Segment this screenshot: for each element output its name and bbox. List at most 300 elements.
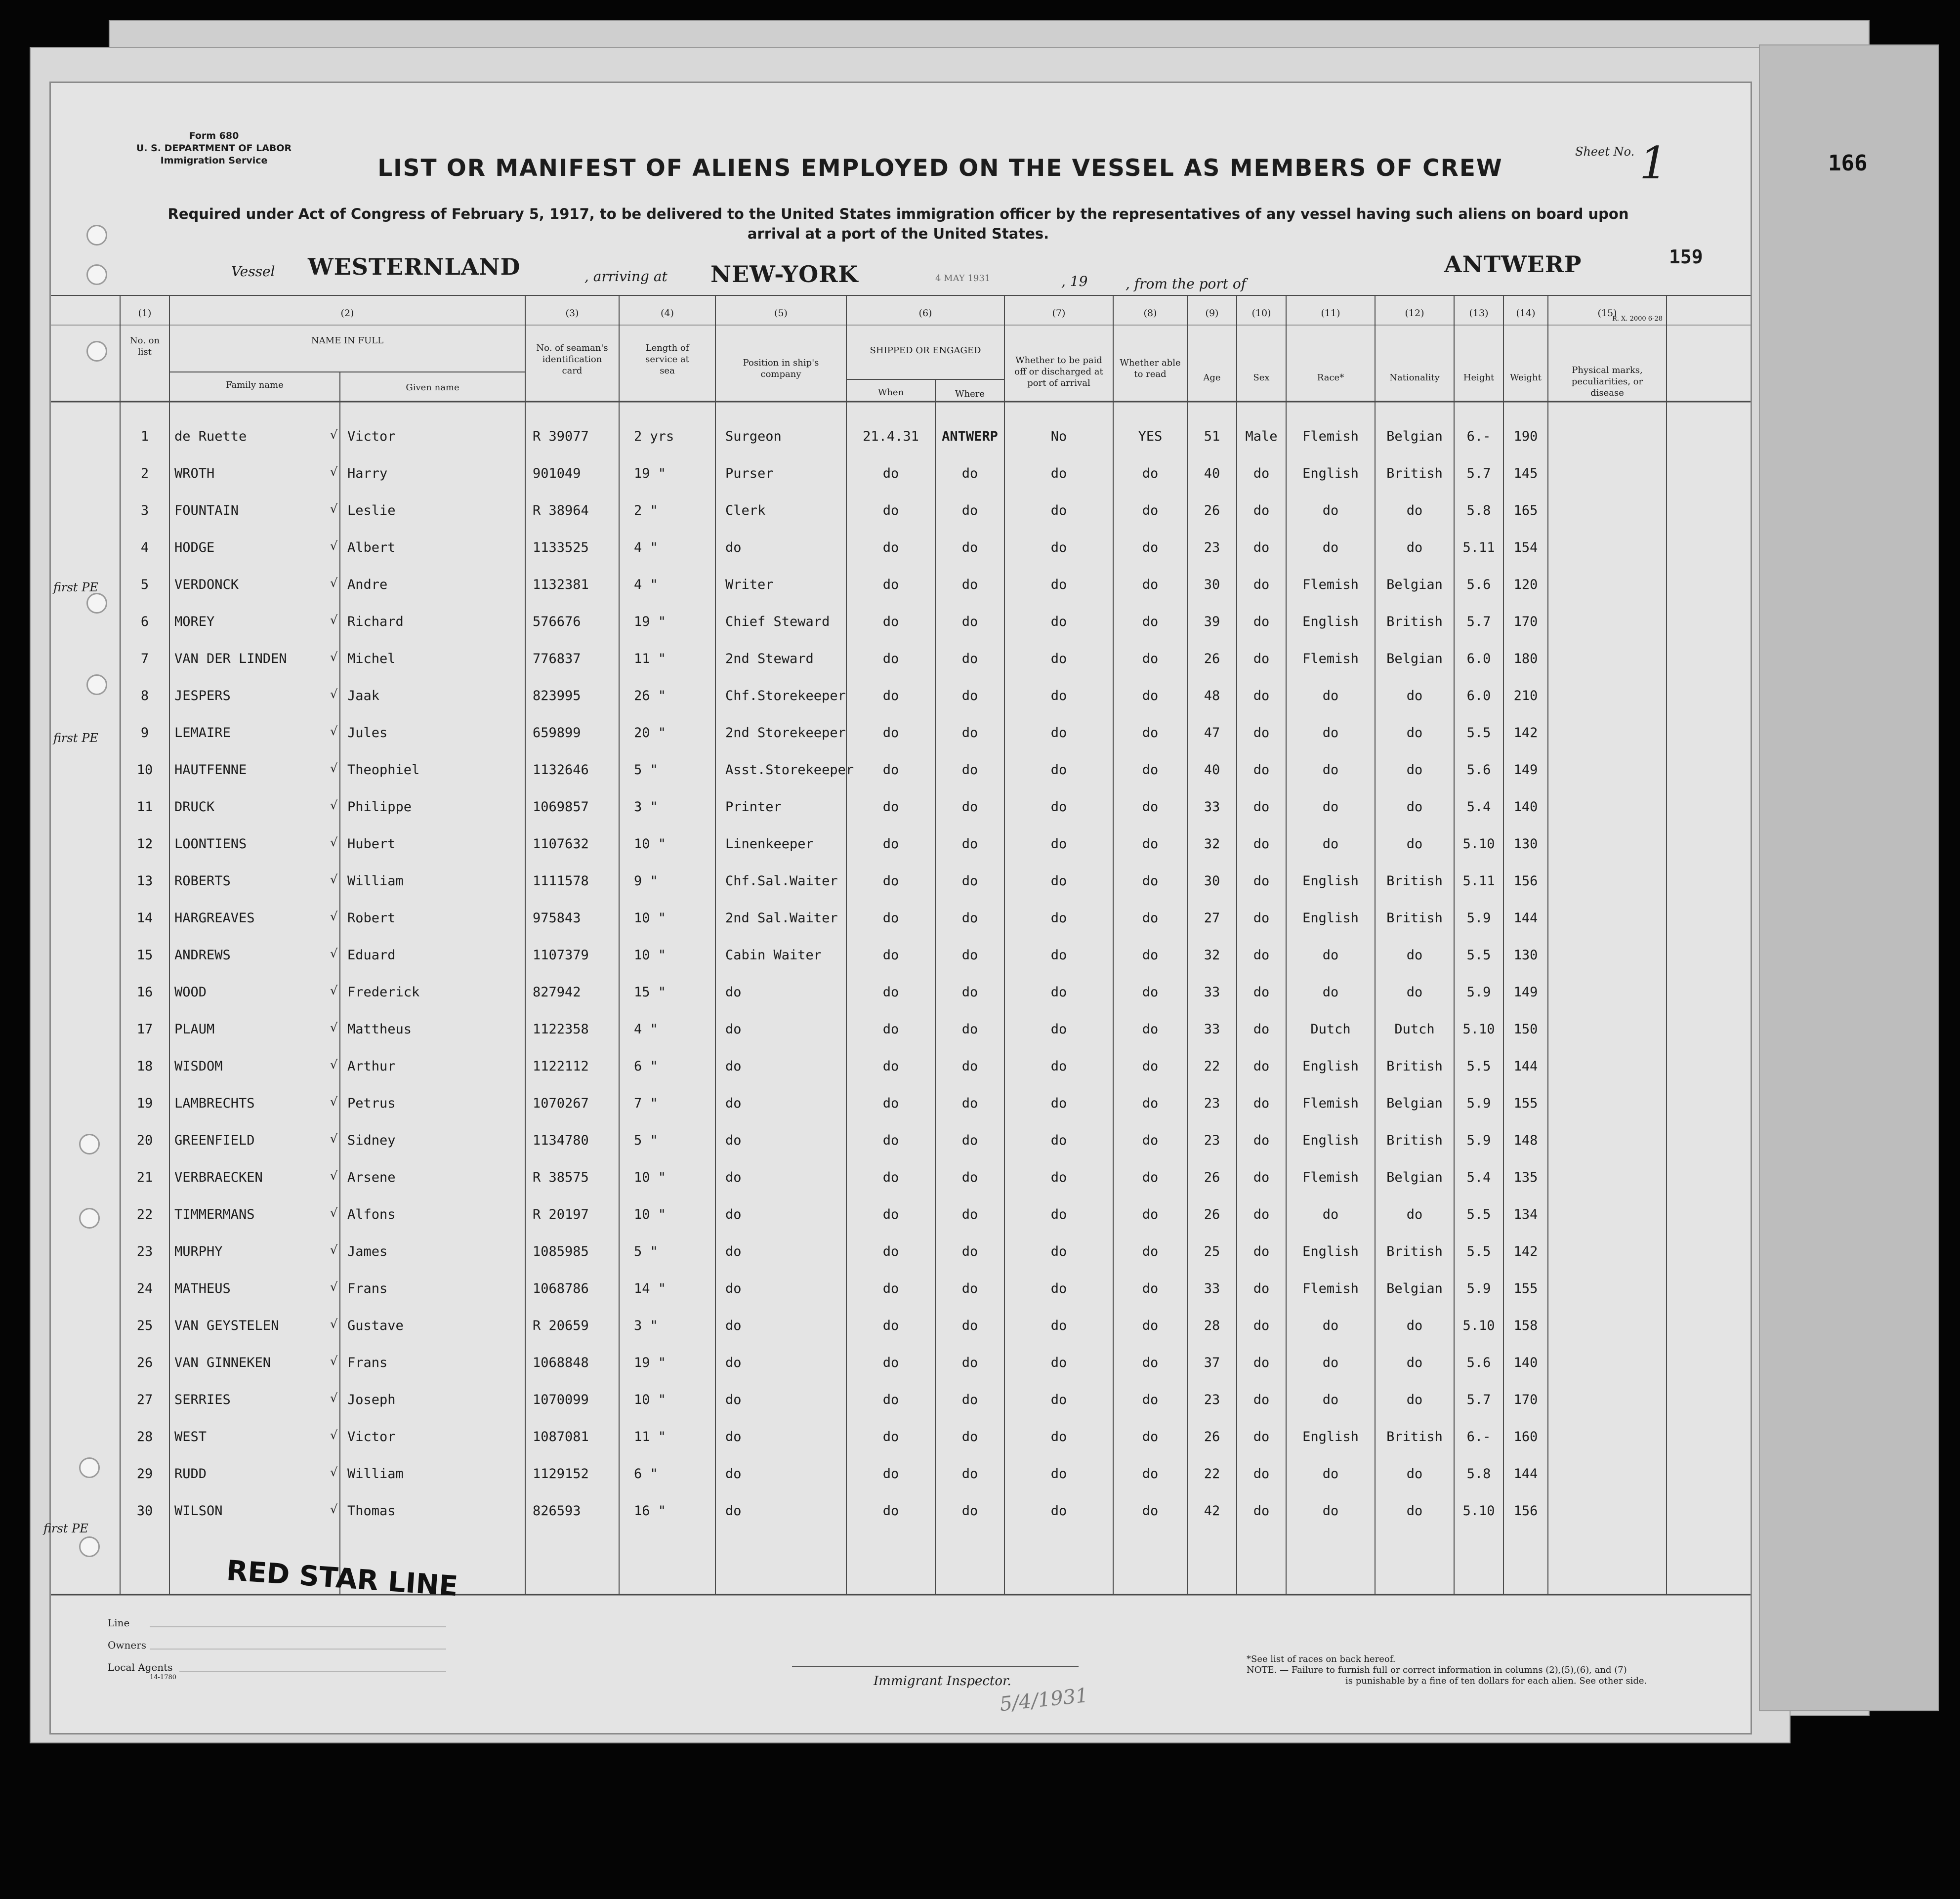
cell-sex: do: [1253, 1318, 1270, 1333]
cell-weight: 155: [1513, 1281, 1538, 1296]
cell-family: WROTH: [174, 466, 215, 481]
cell-card: 1132646: [533, 762, 589, 778]
date-stamp: 4 MAY 1931: [935, 273, 991, 284]
department-name: U. S. DEPARTMENT OF LABOR: [136, 143, 292, 154]
cell-when: do: [882, 466, 899, 481]
cell-given: William: [347, 1466, 404, 1482]
cell-given: Sidney: [347, 1133, 396, 1148]
cell-no: 13: [136, 873, 153, 889]
header-race: Race*: [1317, 372, 1344, 383]
cell-read: do: [1142, 1429, 1159, 1445]
cell-given: Richard: [347, 614, 404, 629]
cell-where: do: [961, 948, 978, 963]
page-number-right: 166: [1828, 151, 1868, 176]
cell-nat: do: [1406, 1355, 1423, 1370]
cell-read: do: [1142, 688, 1159, 703]
cell-sex: do: [1253, 466, 1270, 481]
cell-where: do: [961, 1022, 978, 1037]
cell-read: do: [1142, 762, 1159, 778]
cell-weight: 156: [1513, 1503, 1538, 1519]
cell-no: 20: [136, 1133, 153, 1148]
cell-position: Surgeon: [725, 429, 782, 444]
col-num-1: (1): [138, 308, 152, 319]
cell-position: do: [725, 1207, 742, 1222]
page-title: LIST OR MANIFEST OF ALIENS EMPLOYED ON THE VESSEL AS MEMBERS OF CREW: [377, 155, 1503, 182]
cell-where: do: [961, 503, 978, 518]
cell-where: do: [961, 836, 978, 852]
col-num-5: (5): [774, 308, 788, 319]
cell-read: do: [1142, 985, 1159, 1000]
cell-nat: Belgian: [1386, 429, 1443, 444]
cell-given: Gustave: [347, 1318, 404, 1333]
cell-card: 1068848: [533, 1355, 589, 1370]
cell-paid: do: [1050, 1133, 1067, 1148]
cell-no: 15: [136, 948, 153, 963]
cell-nat: Belgian: [1386, 1281, 1443, 1296]
cell-nat: Belgian: [1386, 1170, 1443, 1185]
cell-family: JESPERS: [174, 688, 231, 703]
cell-where: do: [961, 651, 978, 666]
cell-position: Asst.Storekeeper: [725, 762, 854, 778]
cell-age: 37: [1204, 1355, 1220, 1370]
cell-race: English: [1302, 614, 1359, 629]
checkmark-icon: √: [330, 798, 338, 812]
cell-position: do: [725, 1244, 742, 1259]
cell-height: 5.7: [1466, 614, 1491, 629]
cell-card: 901049: [533, 466, 581, 481]
cell-no: 22: [136, 1207, 153, 1222]
header-age: Age: [1203, 372, 1221, 383]
cell-family: HARGREAVES: [174, 910, 255, 926]
cell-nat: Dutch: [1394, 1022, 1435, 1037]
cell-card: 1070267: [533, 1096, 589, 1111]
cell-when: do: [882, 503, 899, 518]
cell-nat: do: [1406, 836, 1423, 852]
checkmark-icon: √: [330, 1428, 338, 1442]
cell-service: 10 ": [634, 1170, 667, 1185]
cell-where: do: [961, 1429, 978, 1445]
cell-no: 3: [140, 503, 149, 518]
cell-family: HAUTFENNE: [174, 762, 247, 778]
footer-agents-label: Local Agents: [108, 1661, 173, 1673]
cell-paid: do: [1050, 985, 1067, 1000]
cell-position: do: [725, 1466, 742, 1482]
col-num-4: (4): [661, 308, 674, 319]
cell-service: 10 ": [634, 1392, 667, 1407]
cell-paid: do: [1050, 1318, 1067, 1333]
cell-paid: do: [1050, 910, 1067, 926]
cell-service: 10 ": [634, 910, 667, 926]
cell-card: 1107379: [533, 948, 589, 963]
departure-port: ANTWERP: [1444, 251, 1582, 278]
cell-sex: do: [1253, 577, 1270, 592]
cell-weight: 144: [1513, 1059, 1538, 1074]
cell-race: do: [1322, 540, 1339, 555]
cell-family: VAN DER LINDEN: [174, 651, 287, 666]
cell-age: 32: [1204, 836, 1220, 852]
cell-family: FOUNTAIN: [174, 503, 239, 518]
cell-weight: 160: [1513, 1429, 1538, 1445]
cell-read: do: [1142, 1318, 1159, 1333]
footer-line-label: Line: [108, 1617, 130, 1629]
cell-nat: British: [1386, 873, 1443, 889]
cell-given: William: [347, 873, 404, 889]
cell-sex: do: [1253, 836, 1270, 852]
cell-no: 19: [136, 1096, 153, 1111]
cell-age: 32: [1204, 948, 1220, 963]
cell-no: 23: [136, 1244, 153, 1259]
cell-when: do: [882, 577, 899, 592]
header-family-name: Family name: [226, 380, 284, 390]
cell-given: Arsene: [347, 1170, 396, 1185]
cell-age: 26: [1204, 1207, 1220, 1222]
cell-where: do: [961, 688, 978, 703]
cell-card: R 38575: [533, 1170, 589, 1185]
cell-race: English: [1302, 466, 1359, 481]
cell-race: Flemish: [1302, 1170, 1359, 1185]
cell-when: do: [882, 688, 899, 703]
cell-nat: do: [1406, 503, 1423, 518]
cell-given: Albert: [347, 540, 396, 555]
cell-sex: do: [1253, 1096, 1270, 1111]
cell-given: Philippe: [347, 799, 412, 815]
cell-when: do: [882, 1466, 899, 1482]
binder-hole: [86, 264, 107, 285]
cell-race: do: [1322, 762, 1339, 778]
header-sex: Sex: [1253, 372, 1270, 383]
cell-family: GREENFIELD: [174, 1133, 255, 1148]
cell-card: 776837: [533, 651, 581, 666]
cell-no: 17: [136, 1022, 153, 1037]
cell-service: 3 ": [634, 1318, 658, 1333]
cell-weight: 130: [1513, 948, 1538, 963]
cell-family: LEMAIRE: [174, 725, 231, 741]
cell-race: do: [1322, 1392, 1339, 1407]
checkmark-icon: √: [330, 1169, 338, 1183]
cell-family: SERRIES: [174, 1392, 231, 1407]
cell-when: do: [882, 762, 899, 778]
cell-nat: do: [1406, 1503, 1423, 1519]
checkmark-icon: √: [330, 1058, 338, 1072]
cell-height: 5.11: [1462, 540, 1495, 555]
cell-age: 22: [1204, 1466, 1220, 1482]
cell-height: 5.10: [1462, 1318, 1495, 1333]
cell-when: 21.4.31: [863, 429, 919, 444]
cell-race: do: [1322, 1318, 1339, 1333]
cell-card: R 38964: [533, 503, 589, 518]
cell-height: 5.9: [1466, 985, 1491, 1000]
cell-race: English: [1302, 1244, 1359, 1259]
cell-service: 10 ": [634, 836, 667, 852]
cell-sex: do: [1253, 1059, 1270, 1074]
cell-age: 22: [1204, 1059, 1220, 1074]
cell-card: 1069857: [533, 799, 589, 815]
cell-race: do: [1322, 836, 1339, 852]
cell-nat: do: [1406, 688, 1423, 703]
header-when: When: [877, 387, 904, 398]
cell-card: R 20659: [533, 1318, 589, 1333]
cell-height: 5.10: [1462, 1503, 1495, 1519]
col-num-9: (9): [1205, 308, 1219, 319]
arrival-port: NEW-YORK: [710, 261, 859, 288]
service-name: Immigration Service: [160, 155, 268, 166]
cell-no: 18: [136, 1059, 153, 1074]
cell-read: YES: [1138, 429, 1163, 444]
cell-paid: do: [1050, 651, 1067, 666]
margin-note: first PE: [53, 580, 98, 594]
cell-age: 33: [1204, 985, 1220, 1000]
cell-card: 659899: [533, 725, 581, 741]
cell-paid: do: [1050, 1022, 1067, 1037]
cell-family: WEST: [174, 1429, 207, 1445]
cell-given: Alfons: [347, 1207, 396, 1222]
cell-height: 5.8: [1466, 1466, 1491, 1482]
cell-service: 19 ": [634, 614, 667, 629]
cell-read: do: [1142, 836, 1159, 852]
col-num-12: (12): [1405, 308, 1424, 319]
subtitle-line-2: arrival at a port of the United States.: [747, 225, 1049, 242]
cell-height: 5.9: [1466, 1281, 1491, 1296]
cell-no: 11: [136, 799, 153, 815]
arriving-label: , arriving at: [584, 268, 667, 285]
cell-race: do: [1322, 688, 1339, 703]
cell-position: Linenkeeper: [725, 836, 814, 852]
cell-family: WISDOM: [174, 1059, 223, 1074]
cell-where: ANTWERP: [942, 429, 998, 444]
cell-when: do: [882, 1096, 899, 1111]
cell-service: 5 ": [634, 762, 658, 778]
cell-sex: do: [1253, 948, 1270, 963]
cell-position: do: [725, 985, 742, 1000]
header-position: Position in ship's company: [743, 358, 819, 379]
cell-service: 4 ": [634, 540, 658, 555]
cell-height: 6.-: [1466, 1429, 1491, 1445]
cell-when: do: [882, 799, 899, 815]
cell-position: Chf.Sal.Waiter: [725, 873, 838, 889]
cell-age: 42: [1204, 1503, 1220, 1519]
cell-sex: do: [1253, 1022, 1270, 1037]
cell-card: 1070099: [533, 1392, 589, 1407]
cell-when: do: [882, 651, 899, 666]
cell-given: Eduard: [347, 948, 396, 963]
cell-when: do: [882, 1392, 899, 1407]
cell-height: 5.4: [1466, 799, 1491, 815]
cell-card: 1111578: [533, 873, 589, 889]
checkmark-icon: √: [330, 1280, 338, 1294]
cell-where: do: [961, 1281, 978, 1296]
header-nationality: Nationality: [1389, 372, 1440, 383]
cell-position: 2nd Steward: [725, 651, 814, 666]
cell-service: 3 ": [634, 799, 658, 815]
cell-paid: do: [1050, 540, 1067, 555]
cell-family: LOONTIENS: [174, 836, 247, 852]
vessel-label: Vessel: [231, 263, 275, 280]
cell-when: do: [882, 985, 899, 1000]
cell-race: English: [1302, 873, 1359, 889]
cell-paid: do: [1050, 1170, 1067, 1185]
cell-age: 26: [1204, 1429, 1220, 1445]
checkmark-icon: √: [330, 539, 338, 553]
cell-position: 2nd Sal.Waiter: [725, 910, 838, 926]
page-number: 159: [1669, 246, 1703, 268]
cell-age: 23: [1204, 540, 1220, 555]
cell-no: 25: [136, 1318, 153, 1333]
cell-card: 1122112: [533, 1059, 589, 1074]
cell-paid: do: [1050, 466, 1067, 481]
cell-height: 5.6: [1466, 1355, 1491, 1370]
cell-service: 19 ": [634, 1355, 667, 1370]
checkmark-icon: √: [330, 872, 338, 886]
cell-given: James: [347, 1244, 388, 1259]
checkmark-icon: √: [330, 1206, 338, 1220]
cell-no: 8: [140, 688, 149, 703]
cell-service: 19 ": [634, 466, 667, 481]
cell-age: 40: [1204, 762, 1220, 778]
cell-given: Hubert: [347, 836, 396, 852]
cell-age: 30: [1204, 873, 1220, 889]
cell-sex: do: [1253, 614, 1270, 629]
year-label: , 19: [1061, 273, 1088, 289]
header-given-name: Given name: [406, 382, 459, 393]
cell-sex: do: [1253, 1170, 1270, 1185]
cell-when: do: [882, 725, 899, 741]
note-line-1: NOTE. — Failure to furnish full or correct information in columns (2),(5),(6), and (7): [1247, 1665, 1627, 1675]
cell-card: 826593: [533, 1503, 581, 1519]
checkmark-icon: √: [330, 502, 338, 516]
cell-when: do: [882, 1355, 899, 1370]
cell-given: Victor: [347, 429, 396, 444]
cell-read: do: [1142, 651, 1159, 666]
cell-position: Clerk: [725, 503, 766, 518]
note-races: *See list of races on back hereof.: [1247, 1654, 1396, 1664]
header-where: Where: [955, 389, 985, 399]
back-sheet-3: [1759, 44, 1939, 1711]
cell-height: 6.-: [1466, 429, 1491, 444]
cell-card: 975843: [533, 910, 581, 926]
cell-where: do: [961, 725, 978, 741]
cell-height: 5.9: [1466, 1096, 1491, 1111]
cell-service: 11 ": [634, 651, 667, 666]
cell-nat: do: [1406, 1207, 1423, 1222]
cell-age: 33: [1204, 1022, 1220, 1037]
checkmark-icon: √: [330, 835, 338, 849]
cell-age: 26: [1204, 1170, 1220, 1185]
cell-weight: 144: [1513, 1466, 1538, 1482]
manifest-sheet: [49, 82, 1752, 1734]
cell-sex: do: [1253, 873, 1270, 889]
cell-when: do: [882, 1059, 899, 1074]
cell-sex: do: [1253, 1281, 1270, 1296]
cell-no: 5: [140, 577, 149, 592]
cell-weight: 155: [1513, 1096, 1538, 1111]
cell-paid: do: [1050, 1244, 1067, 1259]
cell-race: English: [1302, 1133, 1359, 1148]
cell-height: 5.5: [1466, 1059, 1491, 1074]
sheet-no-label: Sheet No.: [1575, 145, 1635, 159]
checkmark-icon: √: [330, 1391, 338, 1405]
cell-race: Flemish: [1302, 1281, 1359, 1296]
cell-weight: 170: [1513, 1392, 1538, 1407]
binder-hole: [79, 1457, 100, 1478]
cell-given: Thomas: [347, 1503, 396, 1519]
cell-race: English: [1302, 1059, 1359, 1074]
cell-card: 1122358: [533, 1022, 589, 1037]
cell-card: 1085985: [533, 1244, 589, 1259]
cell-race: do: [1322, 503, 1339, 518]
header-marks: Physical marks, peculiarities, or disease: [1571, 365, 1643, 398]
cell-family: TIMMERMANS: [174, 1207, 255, 1222]
cell-when: do: [882, 873, 899, 889]
cell-read: do: [1142, 725, 1159, 741]
cell-weight: 134: [1513, 1207, 1538, 1222]
cell-card: R 39077: [533, 429, 589, 444]
cell-paid: do: [1050, 1466, 1067, 1482]
cell-when: do: [882, 1022, 899, 1037]
cell-paid: do: [1050, 503, 1067, 518]
cell-when: do: [882, 1207, 899, 1222]
cell-height: 5.9: [1466, 1133, 1491, 1148]
cell-card: 576676: [533, 614, 581, 629]
footer-agents-code: 14-1780: [150, 1674, 177, 1681]
cell-given: Victor: [347, 1429, 396, 1445]
cell-nat: do: [1406, 799, 1423, 815]
cell-paid: do: [1050, 1355, 1067, 1370]
sheet-no-value: 1: [1639, 137, 1668, 189]
cell-height: 5.10: [1462, 1022, 1495, 1037]
cell-paid: do: [1050, 1281, 1067, 1296]
col-num-6: (6): [918, 308, 932, 319]
red-star-line-stamp: RED STAR LINE: [225, 1554, 459, 1603]
cell-when: do: [882, 910, 899, 926]
cell-position: do: [725, 1096, 742, 1111]
cell-race: English: [1302, 910, 1359, 926]
margin-note: first PE: [53, 731, 98, 745]
cell-read: do: [1142, 1503, 1159, 1519]
cell-where: do: [961, 873, 978, 889]
cell-paid: do: [1050, 688, 1067, 703]
cell-family: MURPHY: [174, 1244, 223, 1259]
checkmark-icon: √: [330, 1095, 338, 1109]
cell-given: Mattheus: [347, 1022, 412, 1037]
col-num-14: (14): [1516, 308, 1536, 319]
cell-given: Robert: [347, 910, 396, 926]
cell-family: LAMBRECHTS: [174, 1096, 255, 1111]
cell-when: do: [882, 614, 899, 629]
cell-sex: do: [1253, 1207, 1270, 1222]
checkmark-icon: √: [330, 1132, 338, 1146]
cell-service: 5 ": [634, 1133, 658, 1148]
cell-paid: do: [1050, 1059, 1067, 1074]
cell-weight: 142: [1513, 1244, 1538, 1259]
cell-read: do: [1142, 540, 1159, 555]
cell-no: 10: [136, 762, 153, 778]
cell-height: 5.5: [1466, 948, 1491, 963]
cell-service: 16 ": [634, 1503, 667, 1519]
cell-nat: British: [1386, 1133, 1443, 1148]
cell-age: 26: [1204, 503, 1220, 518]
header-able-read: Whether able to read: [1120, 358, 1181, 379]
subtitle-line-1: Required under Act of Congress of February 5, 1917, to be delivered to the United States immigration officer by the representatives of any vessel having such aliens on board upon: [167, 206, 1629, 222]
checkmark-icon: √: [330, 1354, 338, 1368]
cell-height: 5.6: [1466, 577, 1491, 592]
cell-position: Purser: [725, 466, 774, 481]
cell-read: do: [1142, 1059, 1159, 1074]
header-name-in-full: NAME IN FULL: [311, 335, 384, 346]
cell-paid: do: [1050, 799, 1067, 815]
cell-read: do: [1142, 614, 1159, 629]
checkmark-icon: √: [330, 1465, 338, 1479]
cell-weight: 120: [1513, 577, 1538, 592]
